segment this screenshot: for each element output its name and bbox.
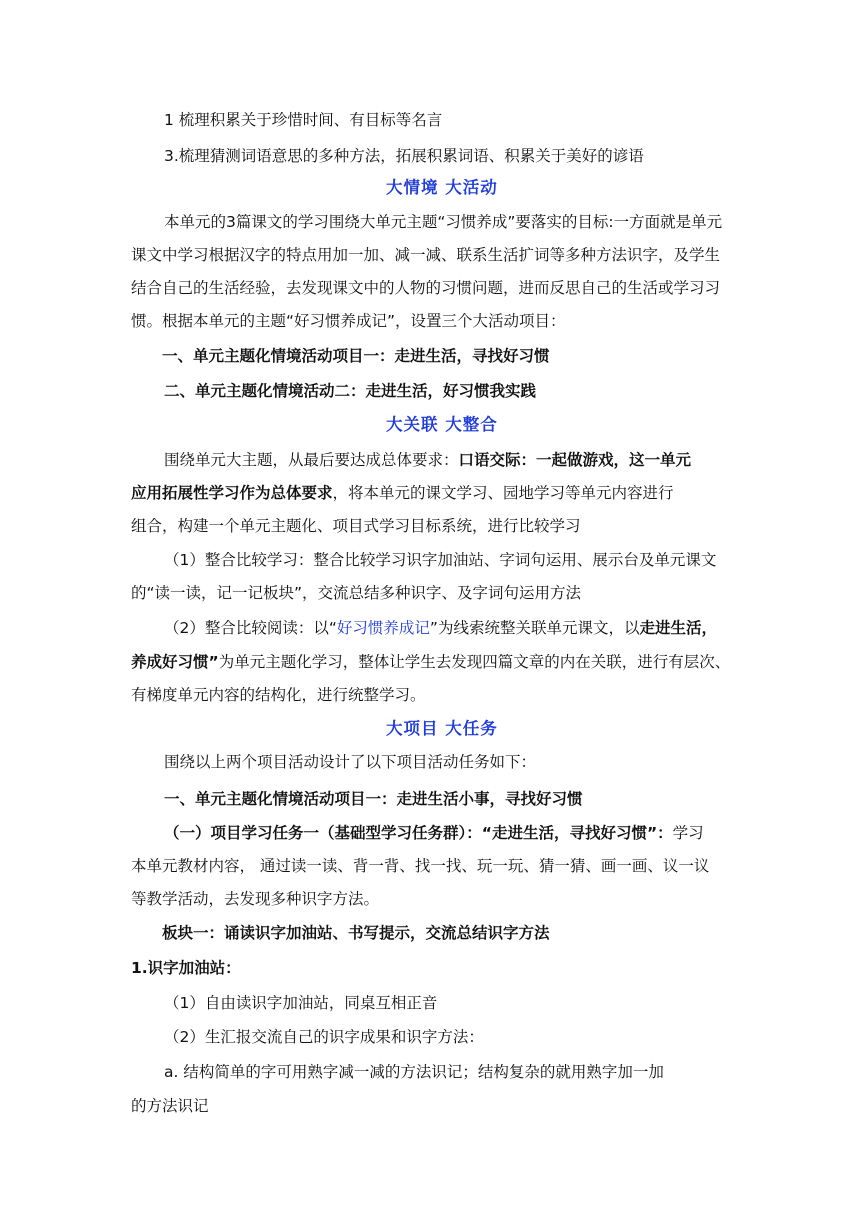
paragraph-line: [131, 651, 730, 673]
sub-heading-1: 1.识字加油站：: [131, 959, 241, 977]
theme-link[interactable]: 好习惯养成记: [336, 619, 430, 637]
paragraph-line: 课文中学习根据汉字的特点用加一加、减一减、联系生活扩词等多种方法识字，及学生: [131, 246, 721, 264]
paragraph-line: 组合，构建一个单元主题化、项目式学习目标系统，进行比较学习: [131, 517, 581, 535]
paragraph-line: [164, 449, 691, 471]
paragraph-line: 等教学活动，去发现多种识字方法。: [131, 890, 380, 908]
method-a: a. 结构简单的字可用熟字减一减的方法识记；结构复杂的就用熟字加一加: [164, 1063, 664, 1081]
bold-run: 走进生活，: [639, 619, 717, 637]
bold-run: （一）项目学习任务一（基础型学习任务群）：“走进生活，寻找好习惯”：: [164, 824, 673, 842]
text-run: 为单元主题化学习，整体让学生去发现四篇文章的内在关联，进行有层次、: [218, 653, 731, 671]
paragraph-line: 本单元的3篇课文的学习围绕大单元主题“习惯养成”要落实的目标:一方面就是单元: [164, 213, 723, 231]
bold-run: 应用拓展性学习作为总体要求: [131, 484, 333, 502]
block-heading-1: 板块一：诵读识字加油站、书写提示，交流总结识字方法: [162, 924, 550, 942]
text-run: （2）整合比较阅读：以“: [164, 619, 337, 637]
bold-run: 养成好习惯”: [131, 653, 219, 671]
paragraph-line: 有梯度单元内容的结构化，进行统整学习。: [131, 686, 426, 704]
section-heading-situation: 大情境 大活动: [386, 178, 498, 197]
project-item-1: 一、单元主题化情境活动项目一：走进生活小事，寻找好习惯: [164, 790, 583, 808]
text-run: 学习: [672, 824, 704, 842]
paragraph-line: 的方法识记: [131, 1097, 209, 1115]
activity-item-1: 一、单元主题化情境活动项目一：走进生活，寻找好习惯: [162, 347, 550, 365]
goal-1: 1 梳理积累关于珍惜时间、有目标等名言: [164, 111, 443, 129]
text-run: ，将本单元的课文学习、园地学习等单元内容进行: [332, 484, 674, 502]
paragraph-line: 本单元教材内容， 通过读一读、背一背、找一找、玩一玩、猜一猜、画一画、议一议: [131, 857, 710, 875]
paragraph-line: [131, 482, 674, 504]
task-1: [164, 822, 704, 844]
step-2: （2）生汇报交流自己的识字成果和识字方法：: [164, 1028, 484, 1046]
text-run: ”为线索统整关联单元课文，以: [429, 619, 640, 637]
section-heading-integration: 大关联 大整合: [386, 415, 498, 434]
activity-item-2: 二、单元主题化情境活动二：走进生活，好习惯我实践: [164, 382, 537, 400]
paragraph-line: 围绕以上两个项目活动设计了以下项目活动任务如下：: [164, 753, 537, 771]
section-heading-project: 大项目 大任务: [386, 719, 498, 738]
bold-run: 口语交际：一起做游戏，这一单元: [458, 451, 692, 469]
compare-item-1: （1）整合比较学习：整合比较学习识字加油站、字词句运用、展示台及单元课文: [164, 551, 717, 569]
paragraph-line: 结合自己的生活经验，去发现课文中的人物的习惯问题，进而反思自己的生活或学习习: [131, 279, 721, 297]
goal-3: 3.梳理猜测词语意思的多种方法，拓展积累词语、积累关于美好的谚语: [164, 147, 644, 165]
paragraph-line: 的“读一读，记一记板块”，交流总结多种识字、及字词句运用方法: [131, 584, 582, 602]
paragraph-line: 惯。根据本单元的主题“好习惯养成记”，设置三个大活动项目：: [131, 312, 566, 330]
step-1: （1）自由读识字加油站，同桌互相正音: [164, 994, 438, 1012]
text-run: 围绕单元大主题，从最后要达成总体要求：: [164, 451, 459, 469]
compare-item-2: [164, 617, 717, 639]
